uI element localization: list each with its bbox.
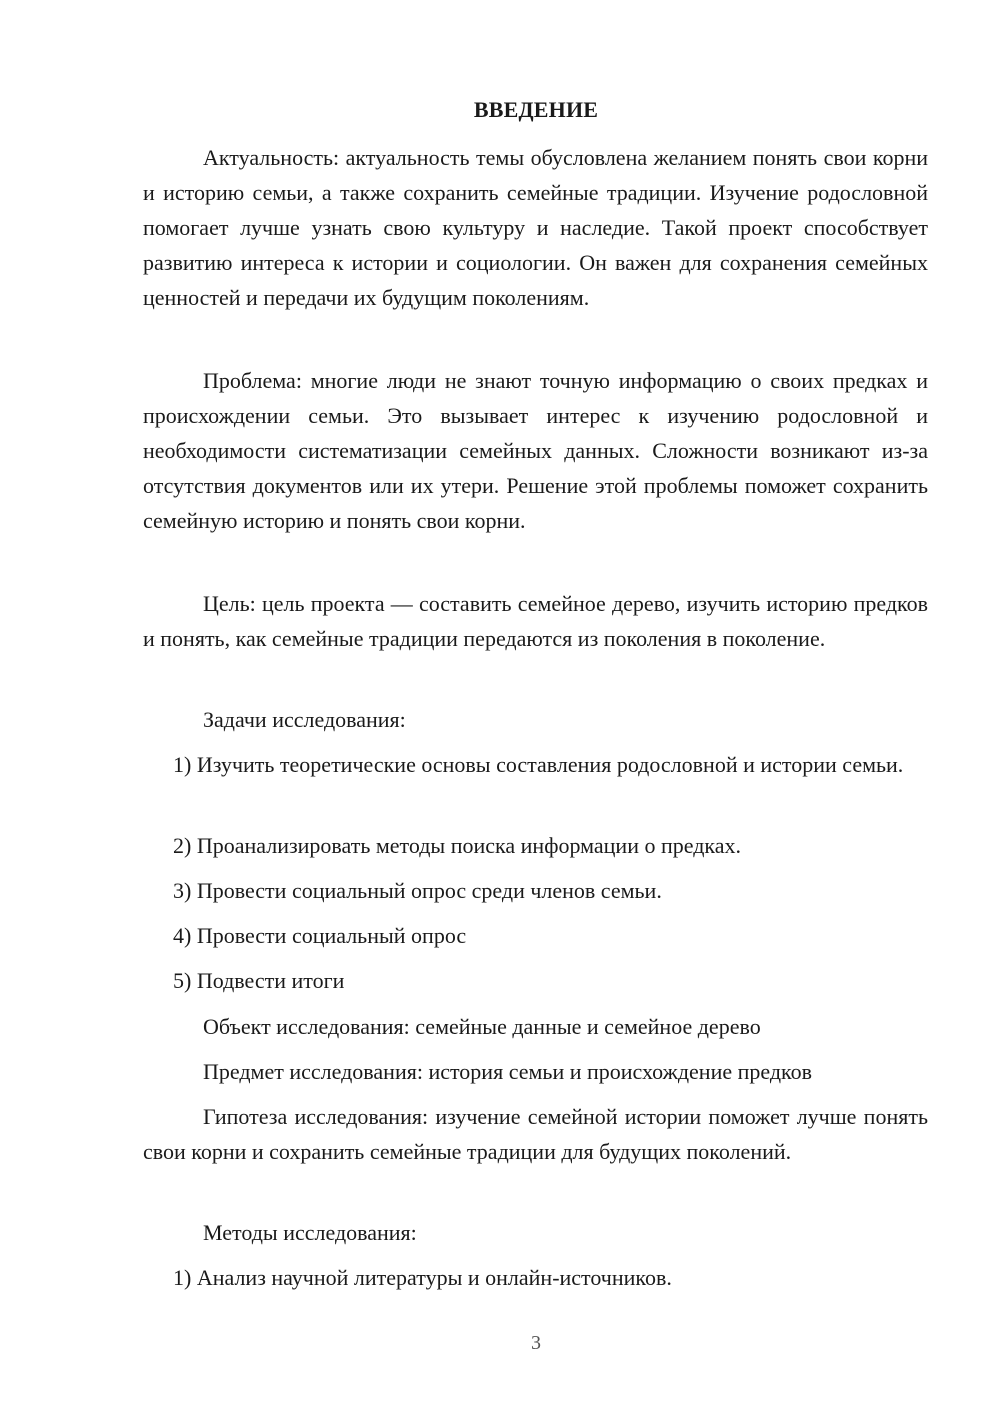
relevance-paragraph: Актуальность: актуальность темы обусловлена желанием понять свои корни и историю семьи, а также сохранить семейные традиции. Изучение родословной помогает лучше узнать свою культуру и наследие. Такой проект способствует развитию интереса к истории и социологии. Он важен для сохранения семейных ценностей и передачи их будущим поколениям. xyxy=(143,145,928,310)
goal-paragraph: Цель: цель проекта — составить семейное дерево, изучить историю предков и понять, как семейные традиции передаются из поколения в поколение. xyxy=(143,591,928,651)
task-item: 2) Проанализировать методы поиска информации о предках. xyxy=(173,833,742,858)
task-item: 5) Подвести итоги xyxy=(173,968,345,993)
method-item: 1) Анализ научной литературы и онлайн-источников. xyxy=(173,1265,672,1290)
page-number: 3 xyxy=(531,1332,541,1354)
methods-title: Методы исследования: xyxy=(203,1220,417,1245)
task-item: 1) Изучить теоретические основы составления родословной и истории семьи. xyxy=(173,752,904,777)
tasks-title: Задачи исследования: xyxy=(203,707,406,732)
problem-paragraph: Проблема: многие люди не знают точную информацию о своих предках и происхождении семьи. Это вызывает интерес к изучению родословной и необходимости систематизации семейных данных. Сложности возникают из-за отсутствия документов или их утери. Решение этой проблемы поможет сохранить семейную историю и понять свои корни. xyxy=(143,368,928,533)
research-object: Объект исследования: семейные данные и семейное дерево xyxy=(203,1014,761,1039)
task-item: 4) Провести социальный опрос xyxy=(173,923,467,948)
task-item: 3) Провести социальный опрос среди членов семьи. xyxy=(173,878,662,903)
section-heading: ВВЕДЕНИЕ xyxy=(473,97,599,122)
hypothesis-paragraph: Гипотеза исследования: изучение семейной истории поможет лучше понять свои корни и сохранить семейные традиции для будущих поколений. xyxy=(143,1104,928,1164)
research-subject: Предмет исследования: история семьи и происхождение предков xyxy=(203,1059,813,1084)
